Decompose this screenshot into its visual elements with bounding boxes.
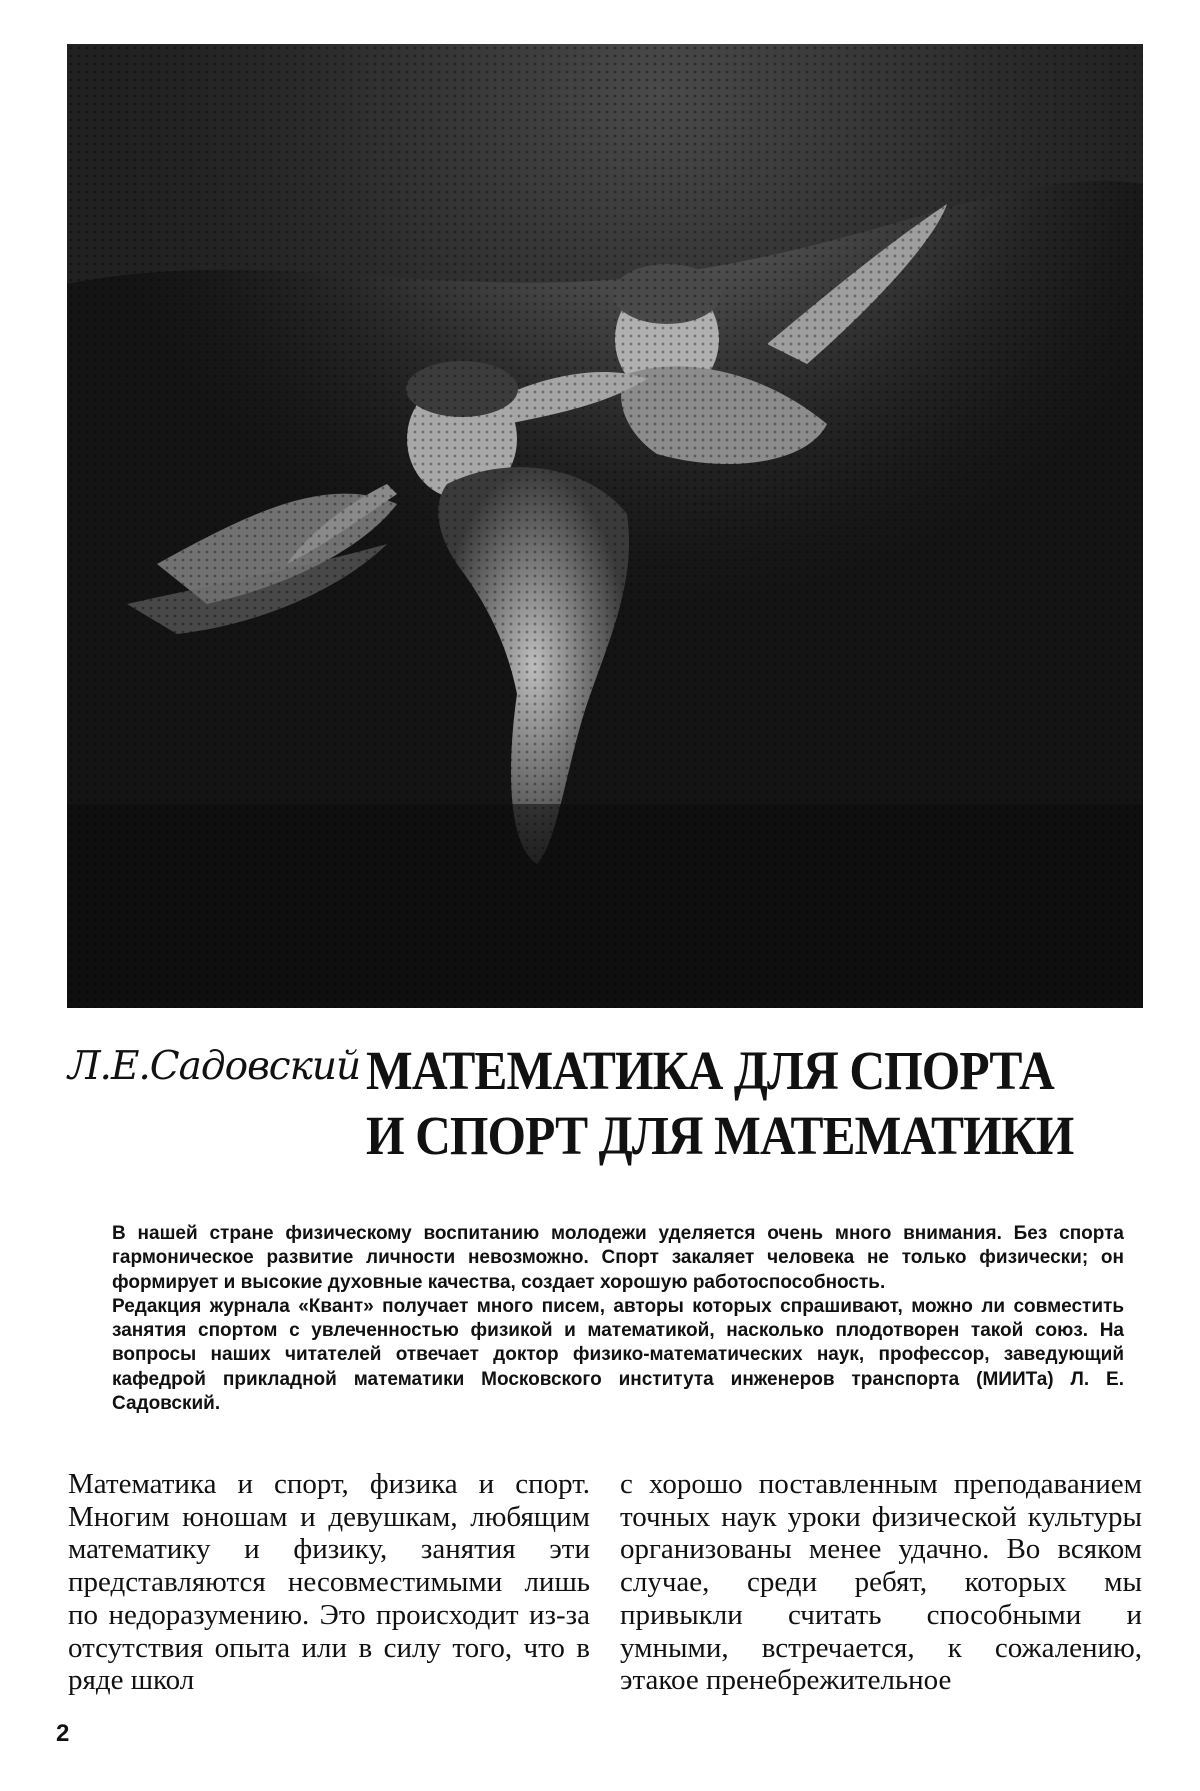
body-column-right [620, 1468, 1142, 1697]
body-text-right: с хорошо поставленным преподаванием точных наук уроки физической культуры организованы менее удачно. Во всяком случае, среди ребят, которых мы привыкли считать способными и умными, встречается, к сожалению, этакое пренебрежительное [620, 1468, 1142, 1697]
article-title [366, 1038, 1086, 1168]
lead-paragraph: В нашей стране физическому воспитанию молодежи уделяется очень много внимания. Без спорта гармоническое развитие личности невозможно. Спорт закаляет человека не только физически; он формирует и высокие духовные качества, создает хорошую работоспособность. [112, 1223, 1124, 1293]
photo-image [67, 44, 1143, 1008]
body-text-left: Математика и спорт, физика и спорт. Многим юношам и девушкам, любящим математику и физику, занятия эти представляются несовместимыми лишь по недоразумению. Это происходит из-за отсутствия опыта или в силу того, что в ряде школ [68, 1468, 590, 1697]
article-lead [112, 1222, 1124, 1416]
article-author: Л.Е.Садовский [68, 1044, 361, 1089]
body-column-left [68, 1468, 590, 1697]
lead-paragraph: Редакция журнала «Квант» получает много писем, авторы которых спрашивают, можно ли совместить занятия спортом с увлеченностью физикой и математикой, насколько плодотворен такой союз. На вопросы наших читателей отвечает доктор физико-математических наук, профессор, заведующий кафедрой прикладной математики Московского института инженеров транспорта (МИИТа) Л. Е. Садовский. [112, 1295, 1124, 1415]
title-line-2: И СПОРТ ДЛЯ МАТЕМАТИКИ [366, 1105, 1074, 1166]
page-number: 2 [56, 1720, 70, 1747]
title-line-1: МАТЕМАТИКА ДЛЯ СПОРТА [366, 1040, 1054, 1101]
swimmers-photo [67, 44, 1143, 1008]
